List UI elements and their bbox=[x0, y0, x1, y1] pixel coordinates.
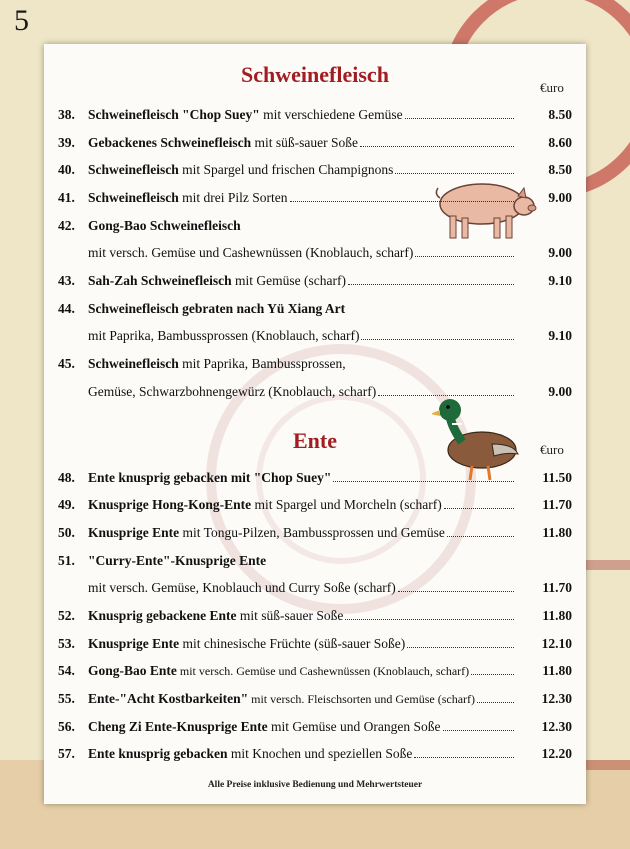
item-name: Gebackenes Schweinefleisch bbox=[88, 135, 252, 150]
item-name: Schweinefleisch gebraten nach Yü Xiang Art bbox=[88, 301, 346, 316]
item-number: 55. bbox=[58, 691, 75, 706]
menu-item bbox=[44, 218, 586, 240]
currency-label: €uro bbox=[540, 80, 564, 95]
menu-item-continued bbox=[44, 384, 586, 406]
item-description: mit süß-sauer Soße bbox=[236, 608, 344, 623]
menu-item bbox=[44, 746, 586, 768]
item-number: 53. bbox=[58, 636, 75, 651]
item-price: 11.70 bbox=[542, 580, 572, 595]
item-name: Knusprig gebackene Ente bbox=[88, 608, 237, 623]
menu-item bbox=[44, 636, 586, 658]
footer-note: Alle Preise inklusive Bedienung und Mehrwertsteuer bbox=[207, 780, 423, 790]
item-number: 40. bbox=[58, 162, 75, 177]
menu-item bbox=[44, 553, 586, 575]
item-number: 48. bbox=[58, 470, 75, 485]
currency-label: €uro bbox=[540, 442, 564, 457]
item-price: 8.50 bbox=[548, 107, 572, 122]
menu-item bbox=[44, 301, 586, 323]
item-number: 56. bbox=[58, 719, 75, 734]
menu-item-continued bbox=[44, 580, 586, 602]
menu-item bbox=[44, 719, 586, 741]
item-number: 57. bbox=[58, 746, 75, 761]
item-description: mit Paprika, Bambussprossen, bbox=[178, 356, 346, 371]
menu-item bbox=[44, 691, 586, 713]
item-number: 49. bbox=[58, 497, 75, 512]
item-number: 41. bbox=[58, 190, 75, 205]
menu-item bbox=[44, 273, 586, 295]
item-description: mit süß-sauer Soße bbox=[251, 135, 358, 150]
item-price: 8.50 bbox=[548, 162, 572, 177]
item-number: 50. bbox=[58, 525, 75, 540]
item-description: mit versch. Gemüse, Knoblauch und Curry Soße (scharf) bbox=[88, 580, 396, 595]
item-description: mit versch. Gemüse und Cashewnüssen (Knoblauch, scharf) bbox=[88, 245, 414, 260]
item-number: 42. bbox=[58, 218, 75, 233]
item-number: 44. bbox=[58, 301, 75, 316]
item-price: 9.10 bbox=[548, 273, 572, 288]
item-description: mit Gemüse (scharf) bbox=[231, 273, 346, 288]
menu-item-continued bbox=[44, 328, 586, 350]
item-price: 12.30 bbox=[541, 691, 572, 706]
item-name: Cheng Zi Ente-Knusprige Ente bbox=[88, 719, 268, 734]
item-price: 9.00 bbox=[548, 190, 572, 205]
item-number: 54. bbox=[58, 663, 75, 678]
item-name: Ente knusprig gebacken bbox=[88, 746, 228, 761]
item-number: 43. bbox=[58, 273, 75, 288]
item-price: 12.10 bbox=[541, 636, 572, 651]
item-description: mit versch. Gemüse und Cashewnüssen (Knoblauch, scharf) bbox=[176, 664, 470, 678]
item-name: Schweinefleisch bbox=[88, 190, 179, 205]
menu-card bbox=[44, 44, 586, 804]
item-description: mit Paprika, Bambussprossen (Knoblauch, scharf) bbox=[88, 328, 360, 343]
menu-item bbox=[44, 135, 586, 157]
menu-item bbox=[44, 356, 586, 378]
item-name: Schweinefleisch "Chop Suey" bbox=[88, 107, 260, 122]
menu-item bbox=[44, 190, 586, 212]
item-number: 52. bbox=[58, 608, 75, 623]
item-name: "Curry-Ente"-Knusprige Ente bbox=[88, 553, 267, 568]
section-title-ente: Ente bbox=[293, 428, 337, 453]
menu-item bbox=[44, 525, 586, 547]
item-description: mit versch. Fleischsorten und Gemüse (scharf) bbox=[248, 692, 476, 706]
item-price: 11.50 bbox=[542, 470, 572, 485]
item-description: mit verschiedene Gemüse bbox=[259, 107, 403, 122]
item-price: 11.80 bbox=[542, 663, 572, 678]
item-number: 45. bbox=[58, 356, 75, 371]
item-number: 51. bbox=[58, 553, 75, 568]
menu-item-continued bbox=[44, 245, 586, 267]
item-price: 9.00 bbox=[548, 245, 572, 260]
item-description: mit Gemüse und Orangen Soße bbox=[267, 719, 441, 734]
item-price: 9.10 bbox=[548, 328, 572, 343]
menu-item bbox=[44, 470, 586, 492]
menu-item bbox=[44, 663, 586, 685]
menu-item bbox=[44, 497, 586, 519]
item-name: Schweinefleisch bbox=[88, 162, 179, 177]
item-price: 9.00 bbox=[548, 384, 572, 399]
item-description: mit chinesische Früchte (süß-sauer Soße) bbox=[179, 636, 406, 651]
item-description: mit Knochen und speziellen Soße bbox=[227, 746, 413, 761]
item-description: mit Spargel und frischen Champignons bbox=[178, 162, 394, 177]
item-name: Knusprige Hong-Kong-Ente bbox=[88, 497, 252, 512]
item-description: Gemüse, Schwarzbohnengewürz (Knoblauch, scharf) bbox=[88, 384, 377, 399]
item-number: 39. bbox=[58, 135, 75, 150]
item-name: Sah-Zah Schweinefleisch bbox=[88, 273, 232, 288]
item-name: Gong-Bao Schweinefleisch bbox=[88, 218, 241, 233]
item-number: 38. bbox=[58, 107, 75, 122]
item-price: 12.30 bbox=[541, 719, 572, 734]
item-price: 8.60 bbox=[548, 135, 572, 150]
item-name: Knusprige Ente bbox=[88, 636, 180, 651]
item-price: 11.80 bbox=[542, 525, 572, 540]
menu-item bbox=[44, 608, 586, 630]
item-description: mit Spargel und Morcheln (scharf) bbox=[251, 497, 442, 512]
item-name: Ente knusprig gebacken mit "Chop Suey" bbox=[88, 470, 332, 485]
menu-item bbox=[44, 162, 586, 184]
item-price: 11.70 bbox=[542, 497, 572, 512]
item-price: 11.80 bbox=[542, 608, 572, 623]
item-name: Schweinefleisch bbox=[88, 356, 179, 371]
page-number: 5 bbox=[14, 4, 29, 37]
item-name: Gong-Bao Ente bbox=[88, 663, 177, 678]
item-name: Knusprige Ente bbox=[88, 525, 180, 540]
menu-item bbox=[44, 107, 586, 129]
item-price: 12.20 bbox=[541, 746, 572, 761]
item-name: Ente-"Acht Kostbarkeiten" bbox=[88, 691, 249, 706]
item-description: mit Tongu-Pilzen, Bambussprossen und Gemüse bbox=[179, 525, 445, 540]
section-title-schweinefleisch: Schweinefleisch bbox=[241, 62, 389, 87]
item-description: mit drei Pilz Sorten bbox=[178, 190, 288, 205]
